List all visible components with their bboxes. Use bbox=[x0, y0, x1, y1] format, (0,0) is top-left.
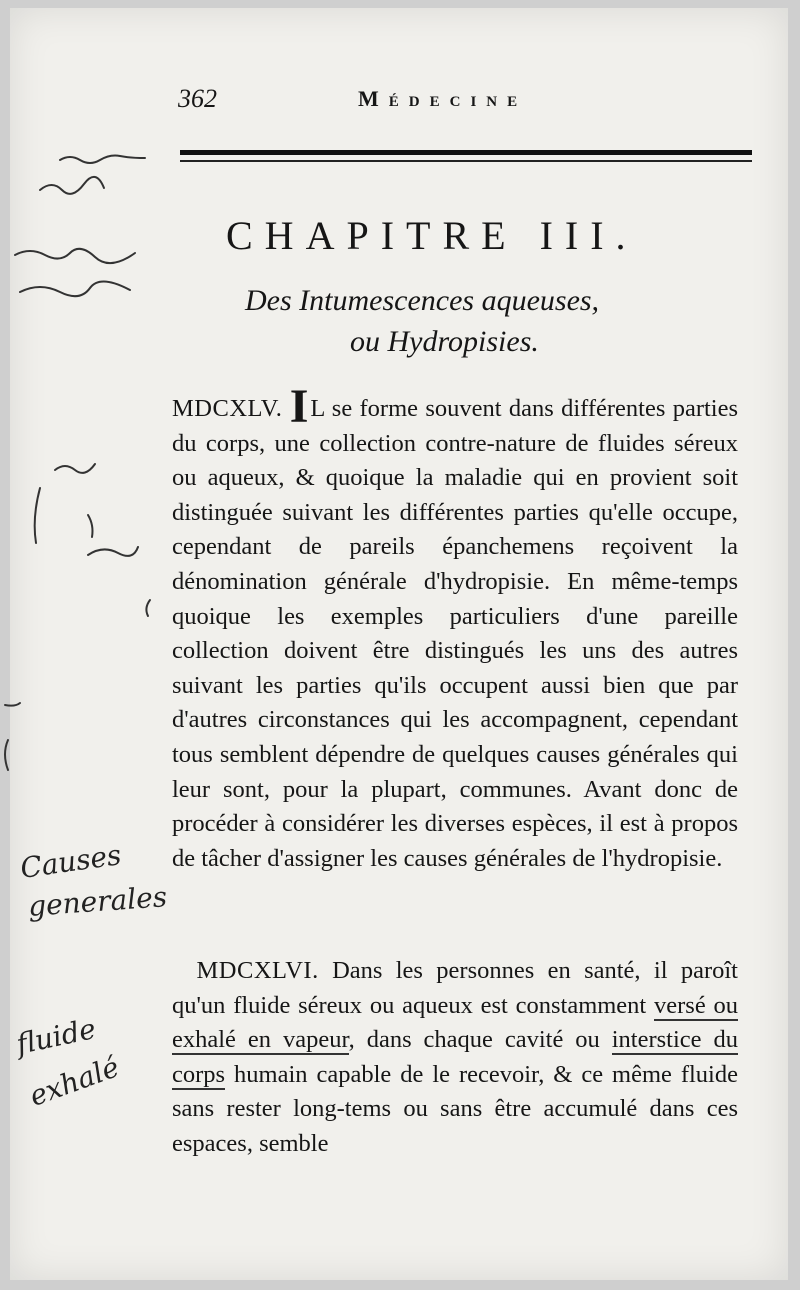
page-header bbox=[178, 80, 738, 120]
margin-note-causes: Causes bbox=[18, 838, 124, 885]
running-title: Médecine bbox=[358, 86, 528, 111]
chapter-title: CHAPITRE III. bbox=[226, 213, 638, 258]
section-2-paragraph bbox=[172, 954, 738, 1162]
section-1-text: L se forme souvent dans différentes parties du corps, une collection contre-nature de fluides séreux ou aqueux, & quoique la maladie qui en provient soit distinguée suivant les différentes parties qu'elle occupe, cependant de pareils épanchemens reçoivent la dénomination générale d'hydropisie. En même-temps quoique les exemples particuliers d'une pareille collection doivent être distingués les uns des autres suivant les parties qu'ils occupent aussi bien que par d'autres circonstances qui les accompagnent, cependant tous semblent dépendre de quelques causes générales qui leur sont, pour la plupart, communes. Avant donc de procéder à considérer les diverses espèces, il est à propos de tâcher d'assigner les causes générales de l'hydropisie. bbox=[172, 395, 739, 872]
section-2-text-before: Dans les personnes en santé, il paroît qu'un fluide séreux ou aqueux est constamment bbox=[172, 957, 738, 1019]
margin-note-generales: generales bbox=[27, 880, 169, 923]
header-rule-thin bbox=[180, 160, 752, 162]
chapter-subtitle-line1: Des Intumescences aqueuses, bbox=[245, 284, 600, 317]
chapter-subtitle-line2: ou Hydropisies. bbox=[350, 325, 539, 358]
header-rule-thick bbox=[180, 150, 752, 155]
margin-note-exhale: exhalé bbox=[25, 1050, 124, 1113]
section-2-text-middle: , dans chaque cavité ou bbox=[348, 1026, 612, 1054]
section-1-number: MDCXLV. bbox=[172, 395, 283, 422]
page-number: 362 bbox=[178, 84, 217, 113]
underlined-phrase-1: versé ou exhalé en vapeur bbox=[172, 991, 738, 1054]
margin-note-fluide: fluide bbox=[13, 1012, 99, 1061]
section-2-text-after: humain capable de le recevoir, & ce même fluide sans rester long-tems ou sans être accumulé dans ces espaces, semble bbox=[172, 1060, 738, 1157]
drop-cap: I bbox=[289, 380, 309, 433]
section-1-paragraph bbox=[172, 380, 739, 876]
underlined-phrase-2: interstice du corps bbox=[172, 1026, 738, 1088]
section-2-number: MDCXLVI. bbox=[196, 957, 319, 984]
